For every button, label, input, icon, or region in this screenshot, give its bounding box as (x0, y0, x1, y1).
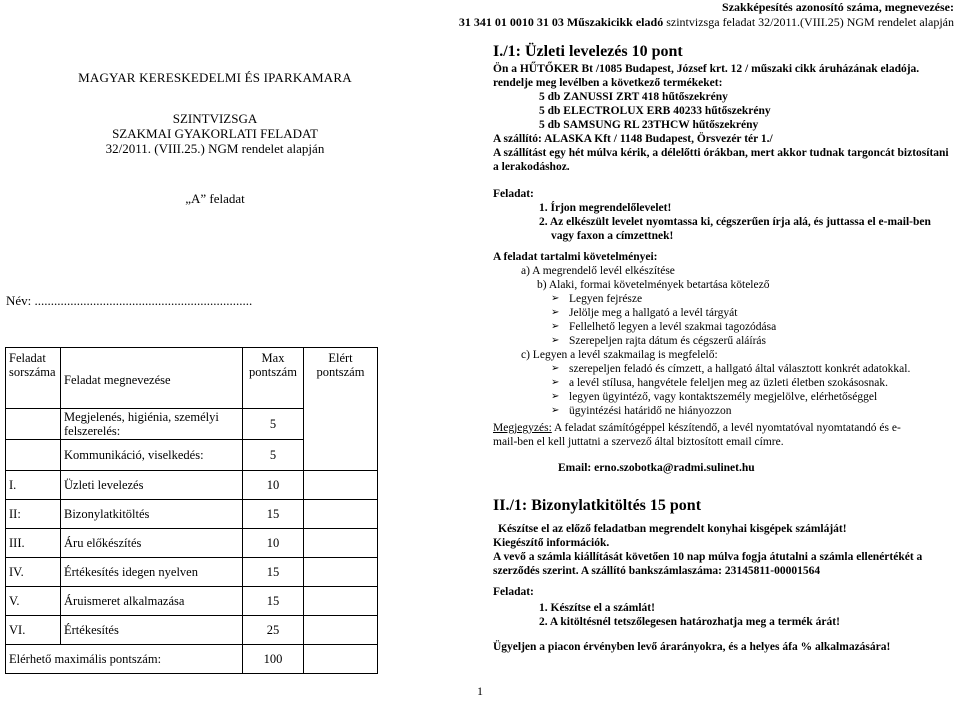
row-num: IV. (6, 558, 61, 587)
task-label-1: Feladat: (493, 188, 534, 200)
score-row (6, 558, 378, 587)
header-line-1: Szakképesítés azonosító száma, megnevezése: (722, 0, 954, 14)
sub-row-max: 5 (243, 440, 304, 471)
score-row (6, 616, 378, 645)
score-row (6, 587, 378, 616)
header-qualification: 31 341 01 0010 31 03 Műszakicikk eladó (458, 15, 664, 29)
requirements-title: A feladat tartalmi követelményei: (493, 251, 658, 263)
section2-title: II./1: Bizonylatkitöltés 15 pont (493, 497, 702, 514)
section2-body (493, 522, 955, 578)
arrow-bullet-icon: ➢ (551, 363, 560, 374)
task-list-2 (539, 601, 955, 629)
arrow-bullet-icon: ➢ (551, 335, 560, 346)
product-item: 5 db SAMSUNG RL 23THCW hűtőszekrény (539, 119, 759, 131)
header-max: Max pontszám (243, 348, 304, 409)
exam-block (0, 111, 430, 156)
total-label: Elérhető maximális pontszám: (6, 645, 243, 674)
supplier: A szállító: ALASKA Kft / 1148 Budapest, Örsvezér tér 1./ (493, 133, 773, 145)
total-value: 100 (243, 645, 304, 674)
row-max: 10 (243, 529, 304, 558)
name-line: Név: ................................................................... (6, 293, 253, 308)
row-num: V. (6, 587, 61, 616)
form-item: ➢ Fellelhető legyen a levél szakmai tagozódása (551, 321, 777, 333)
row-name: Értékesítés idegen nyelven (61, 558, 243, 587)
row-name: Áruismeret alkalmazása (61, 587, 243, 616)
intro-line: Ön a HŰTŐKER Bt /1085 Budapest, József krt. 12 / műszaki cikk áruházának eladója. (493, 63, 920, 75)
closing-note: Ügyeljen a piacon érvényben levő árarányokra, és a helyes áfa % alkalmazására! (493, 641, 891, 653)
score-row (6, 500, 378, 529)
row-max: 25 (243, 616, 304, 645)
form-item: ➢ Jelölje meg a hallgató a levél tárgyát (551, 307, 738, 319)
note (448, 421, 910, 449)
product-item: 5 db ZANUSSI ZRT 418 hűtőszekrény (539, 91, 728, 103)
task-list-1 (539, 201, 955, 243)
req-b: b) Alaki, formai követelmények betartása kötelező (537, 279, 770, 291)
regulation: 32/2011. (VIII.25.) NGM rendelet alapján (105, 141, 325, 156)
row-max: 10 (243, 471, 304, 500)
row-num: I. (6, 471, 61, 500)
row-num: VI. (6, 616, 61, 645)
header-got: Elért pontszám (304, 348, 378, 471)
form-item: ➢ Szerepeljen rajta dátum és cégszerű aláírás (551, 335, 766, 347)
arrow-bullet-icon: ➢ (551, 405, 560, 416)
task-item: 1. Írjon megrendelőlevelet! (539, 202, 672, 214)
email-line: Email: erno.szobotka@radmi.sulinet.hu (558, 462, 755, 474)
row-name: Üzleti levelezés (61, 471, 243, 500)
requirements (493, 250, 955, 418)
product-item: 5 db ELECTROLUX ERB 40233 hűtőszekrény (539, 105, 771, 117)
section1-title: I./1: Üzleti levelezés 10 pont (493, 43, 683, 60)
note-text: A feladat számítógéppel készítendő, a levél nyomtatóval nyomtatandó és e-mail-ben el kell juttatni a szervező által biztosított email címre. (493, 422, 901, 448)
arrow-bullet-icon: ➢ (551, 307, 560, 318)
header-regulation: szintvizsga feladat 32/2011.(VIII.25) NGM rendelet alapján (663, 15, 954, 29)
s2-line: Kiegészítő információk. (493, 537, 610, 549)
row-num: III. (6, 529, 61, 558)
section1-intro (493, 62, 955, 174)
req-c: c) Legyen a levél szakmailag is megfelelő: (521, 349, 718, 361)
task-label-2: Feladat: (493, 586, 534, 598)
row-num: II: (6, 500, 61, 529)
s2-line: A vevő a számla kiállítását követően 10 nap múlva fogja átutalni a számla ellenértékét a szerződés szerint. A szállító bankszámlaszáma: 23145811-00001564 (493, 551, 923, 577)
arrow-bullet-icon: ➢ (551, 391, 560, 402)
exam-subtitle: SZAKMAI GYAKORLATI FELADAT (112, 126, 318, 141)
row-name: Bizonylatkitöltés (61, 500, 243, 529)
delivery: A szállítást egy hét múlva kérik, a délelőtti órákban, mert akkor tudnak targoncát biztosítani a lerakodáshoz. (493, 147, 949, 173)
row-max: 15 (243, 558, 304, 587)
sub-row-max: 5 (243, 409, 304, 440)
page-number: 1 (477, 684, 483, 698)
sub-row-name: Kommunikáció, viselkedés: (61, 440, 243, 471)
task-item: 1. Készítse el a számlát! (539, 602, 655, 614)
task-label: „A” feladat (185, 191, 245, 206)
score-header-row (6, 348, 378, 409)
task-item: 2. A kitöltésnél tetszőlegesen határozhatja meg a termék árát! (539, 616, 840, 628)
note-label: Megjegyzés: (493, 422, 552, 434)
score-table (5, 347, 378, 674)
chamber-name: MAGYAR KERESKEDELMI ÉS IPARKAMARA (78, 70, 352, 85)
content-item: ➢ a levél stílusa, hangvétele feleljen meg az üzleti életben szokásosnak. (551, 377, 888, 389)
arrow-bullet-icon: ➢ (551, 293, 560, 304)
s2-line: Készítse el az előző feladatban megrendelt konyhai kisgépek számláját! (498, 523, 847, 535)
score-row (6, 529, 378, 558)
row-max: 15 (243, 500, 304, 529)
sub-row-name: Megjelenés, higiénia, személyi felszerelés: (61, 409, 243, 440)
header-line-2 (459, 15, 954, 30)
header-num: Feladat sorszáma (6, 348, 61, 409)
exam-title: SZINTVIZSGA (172, 111, 258, 126)
score-row (6, 471, 378, 500)
form-item: ➢ Legyen fejrésze (551, 293, 643, 305)
intro-line: rendelje meg levélben a következő termékeket: (493, 77, 723, 89)
task-item: 2. Az elkészült levelet nyomtassa ki, cégszerűen írja alá, és juttassa el e-mail-ben vagy faxon a címzettnek! (539, 216, 931, 242)
content-item: ➢ szerepeljen feladó és címzett, a hallgató által választott konkrét adatokkal. (551, 363, 911, 375)
score-total-row (6, 645, 378, 674)
row-max: 15 (243, 587, 304, 616)
arrow-bullet-icon: ➢ (551, 377, 560, 388)
row-name: Áru előkészítés (61, 529, 243, 558)
row-name: Értékesítés (61, 616, 243, 645)
header-name: Feladat megnevezése (61, 348, 243, 409)
arrow-bullet-icon: ➢ (551, 321, 560, 332)
content-item: ➢ ügyintézési határidő ne hiányozzon (551, 405, 732, 417)
content-item: ➢ legyen ügyintéző, vagy kontaktszemély megjelölve, elérhetőséggel (551, 391, 878, 403)
req-a: a) A megrendelő levél elkészítése (521, 265, 675, 277)
